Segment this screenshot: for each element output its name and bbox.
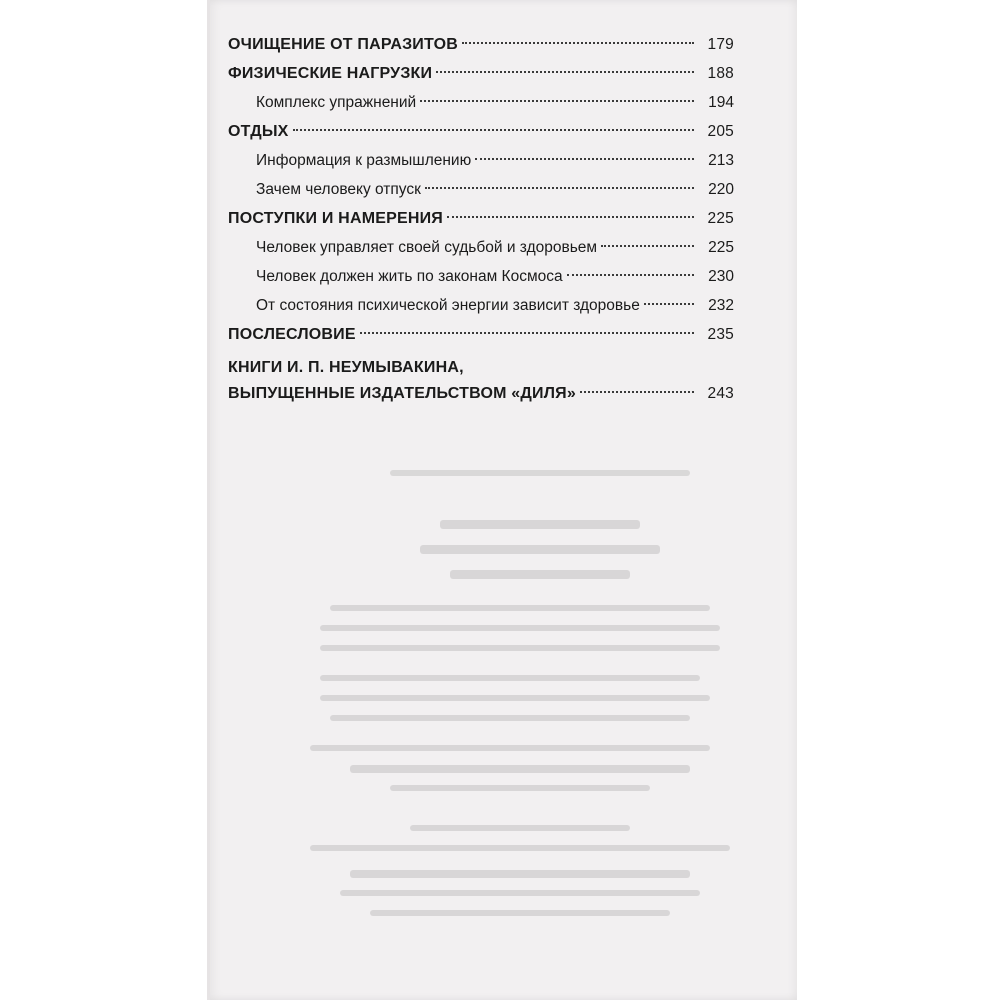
toc-page-number: 243 xyxy=(707,385,734,402)
toc-page-number: 225 xyxy=(708,239,734,256)
dot-leader xyxy=(567,274,694,276)
dot-leader xyxy=(436,71,694,73)
toc-entry-title: ОТДЫХ xyxy=(228,123,289,140)
dot-leader xyxy=(420,100,694,102)
toc-page-number: 213 xyxy=(708,152,734,169)
toc-page-number: 230 xyxy=(708,268,734,285)
toc-section-entry xyxy=(228,117,734,146)
dot-leader xyxy=(360,332,694,334)
dot-leader xyxy=(447,216,694,218)
toc-section-entry xyxy=(228,320,734,349)
toc-section-entry xyxy=(228,30,734,59)
toc-section-entry xyxy=(228,204,734,233)
table-of-contents xyxy=(228,30,734,407)
toc-page-number: 194 xyxy=(708,94,734,111)
dot-leader xyxy=(644,303,694,305)
toc-subsection-entry xyxy=(228,88,734,117)
toc-page-number: 232 xyxy=(708,297,734,314)
toc-entry-title: ПОСЛЕСЛОВИЕ xyxy=(228,326,356,343)
toc-entry-title: Информация к размышлению xyxy=(256,152,472,169)
toc-entry-title: ПОСТУПКИ И НАМЕРЕНИЯ xyxy=(228,210,443,227)
toc-entry-title: Человек управляет своей судьбой и здоровьем xyxy=(256,239,598,256)
dot-leader xyxy=(425,187,694,189)
toc-page-number: 220 xyxy=(708,181,734,198)
toc-entry-title: Человек должен жить по законам Космоса xyxy=(256,268,563,285)
toc-page-number: 188 xyxy=(707,65,734,82)
toc-page-number: 235 xyxy=(707,326,734,343)
dot-leader xyxy=(601,245,694,247)
toc-entry-title-line2-row xyxy=(228,381,734,407)
toc-subsection-entry xyxy=(228,175,734,204)
toc-subsection-entry xyxy=(228,291,734,320)
dot-leader xyxy=(293,129,694,131)
dot-leader xyxy=(580,391,694,393)
page-edge xyxy=(207,0,210,1000)
toc-page-number: 225 xyxy=(707,210,734,227)
toc-page-number: 179 xyxy=(707,36,734,53)
toc-subsection-entry xyxy=(228,146,734,175)
toc-entry-title-line1: КНИГИ И. П. НЕУМЫВАКИНА, xyxy=(228,359,464,376)
toc-section-entry xyxy=(228,59,734,88)
toc-entry-title: От состояния психической энергии зависит здоровье xyxy=(256,297,640,314)
toc-subsection-entry xyxy=(228,262,734,291)
toc-page-number: 205 xyxy=(707,123,734,140)
toc-entry-title: ОЧИЩЕНИЕ ОТ ПАРАЗИТОВ xyxy=(228,36,458,53)
dot-leader xyxy=(475,158,694,160)
toc-entry-title: ФИЗИЧЕСКИЕ НАГРУЗКИ xyxy=(228,65,433,82)
toc-subsection-entry xyxy=(228,233,734,262)
dot-leader xyxy=(462,42,694,44)
toc-section-entry xyxy=(228,355,734,407)
toc-entry-title-line2: ВЫПУЩЕННЫЕ ИЗДАТЕЛЬСТВОМ «ДИЛЯ» xyxy=(228,385,576,402)
toc-entry-title: Зачем человеку отпуск xyxy=(256,181,421,198)
bleed-through-text xyxy=(270,430,750,950)
toc-entry-title: Комплекс упражнений xyxy=(256,94,417,111)
